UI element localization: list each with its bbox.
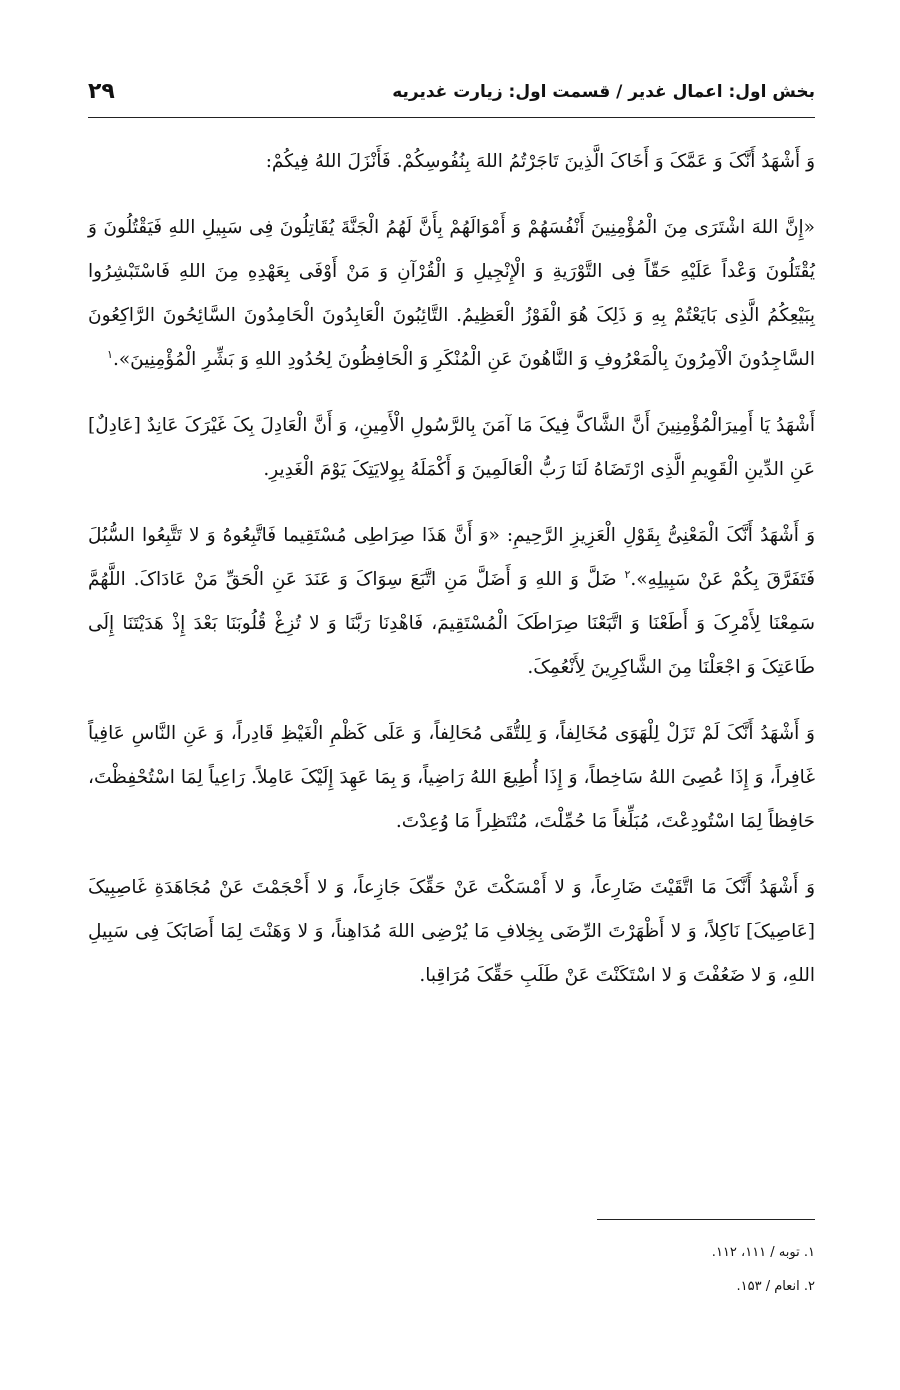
paragraph-text: وَ أَشْهَدُ أَنَّکَ لَمْ تَزَلْ لِلْهَوَى مُخَالِفاً، وَ لِلتُّقَى مُحَالِفاً، وَ عَلَى کَظْمِ الْغَیْظِ قَادِراً، وَ عَنِ النَّاسِ عَافِیاً غَافِراً، وَ إِذَا عُصِیَ اللهُ سَاخِطاً، وَ إِذَا أُطِیعَ اللهُ رَاضِیاً، وَ بِمَا عَهِدَ إِلَیْکَ عَامِلاً. رَاعِیاً لِمَا اسْتُحْفِظْتَ، حَافِظاً لِمَا اسْتُودِعْتَ، مُبَلِّغاً مَا حُمِّلْتَ، مُنْتَظِراً مَا وُعِدْتَ.	[88, 723, 815, 832]
paragraph-5	[88, 712, 815, 844]
header-divider	[88, 117, 815, 118]
paragraph-text-after: ضَلَّ وَ اللهِ وَ أَضَلَّ مَنِ اتَّبَعَ سِوَاکَ وَ عَنَدَ عَنِ الْحَقِّ مَنْ عَادَاکَ. اللَّهُمَّ سَمِعْنَا لِأَمْرِکَ وَ أَطَعْنَا وَ اتَّبَعْنَا صِرَاطَکَ الْمُسْتَقِیمَ، فَاهْدِنَا رَبَّنَا وَ لا تُزِغْ قُلُوبَنَا بَعْدَ إِذْ هَدَیْتَنَا إِلَى طَاعَتِکَ وَ اجْعَلْنَا مِنَ الشَّاکِرِینَ لِأَنْعُمِکَ.	[88, 569, 815, 678]
paragraph-text: أَشْهَدُ یَا أَمِیرَالْمُؤْمِنِینَ أَنَّ الشَّاکَّ فِیکَ مَا آمَنَ بِالرَّسُولِ الْأَمِینِ، وَ أَنَّ الْعَادِلَ بِکَ غَیْرَکَ عَانِدٌ [عَادِلٌ] عَنِ الدِّینِ الْقَوِیمِ الَّذِی ارْتَضَاهُ لَنَا رَبُّ الْعَالَمِینَ وَ أَکْمَلَهُ بِوِلایَتِکَ یَوْمَ الْغَدِیرِ.	[88, 415, 815, 480]
page-header	[88, 72, 815, 112]
paragraph-text: «إِنَّ اللهَ اشْتَرَى مِنَ الْمُؤْمِنِینَ أَنْفُسَهُمْ وَ أَمْوَالَهُمْ بِأَنَّ لَهُمُ الْجَنَّةَ یُقَاتِلُونَ فِی سَبِیلِ اللهِ فَیَقْتُلُونَ وَ یُقْتَلُونَ وَعْداً عَلَیْهِ حَقّاً فِی التَّوْرَیةِ وَ الْإِنْجِیلِ وَ الْقُرْآنِ وَ مَنْ أَوْفَى بِعَهْدِهِ مِنَ اللهِ فَاسْتَبْشِرُوا بِبَیْعِکُمُ الَّذِی بَایَعْتُمْ بِهِ وَ ذَلِکَ هُوَ الْفَوْزُ الْعَظِیمُ. التَّائِبُونَ الْعَابِدُونَ الْحَامِدُونَ السَّائِحُونَ الرَّاکِعُونَ السَّاجِدُونَ الْآمِرُونَ بِالْمَعْرُوفِ وَ النَّاهُونَ عَنِ الْمُنْکَرِ وَ الْحَافِظُونَ لِحُدُودِ اللهِ وَ بَشِّرِ الْمُؤْمِنِینَ».	[88, 217, 815, 370]
running-head: بخش اول: اعمال غدیر / قسمت اول: زیارت غدیریه	[392, 82, 815, 102]
paragraph-text: وَ أَشْهَدُ أَنَّکَ وَ عَمَّکَ وَ أَخَاکَ الَّذِینَ تَاجَرْتُمُ اللهَ بِنُفُوسِکُمْ. فَأَنْزَلَ اللهُ فِیکُمْ:	[265, 151, 815, 172]
footnote-2: ۲. انعام / ۱۵۳.	[736, 1279, 815, 1294]
paragraph-2-quran-quote	[88, 206, 815, 382]
paragraph-1	[88, 140, 815, 184]
footnote-ref-2[interactable]: ۲	[624, 567, 631, 581]
page	[88, 0, 815, 1390]
paragraph-6	[88, 866, 815, 998]
footnotes	[88, 1236, 815, 1304]
paragraph-4	[88, 514, 815, 690]
paragraph-text: وَ أَشْهَدُ أَنَّکَ مَا اتَّقَیْتَ ضَارِعاً، وَ لا أَمْسَکْتَ عَنْ حَقِّکَ جَازِعاً، وَ لا أَحْجَمْتَ عَنْ مُجَاهَدَةِ غَاصِبِیکَ [عَاصِیکَ] نَاکِلاً، وَ لا أَظْهَرْتَ الرِّضَى بِخِلافِ مَا یُرْضِی اللهَ مُدَاهِناً، وَ لا وَهَنْتَ لِمَا أَصَابَکَ فِی سَبِیلِ اللهِ، وَ لا ضَعُفْتَ وَ لا اسْتَکَنْتَ عَنْ طَلَبِ حَقِّکَ مُرَاقِبا.	[88, 877, 816, 986]
paragraph-3	[88, 404, 815, 492]
page-number: ۲۹	[88, 79, 115, 104]
footnote-divider	[597, 1219, 815, 1220]
paragraph-text: وَ أَشْهَدُ أَنَّکَ الْمَعْنِیُّ بِقَوْلِ الْعَزِیزِ الرَّحِیمِ: «وَ أَنَّ هَذَا صِرَاطِی مُسْتَقِیما فَاتَّبِعُوهُ وَ لا تَتَّبِعُوا السُّبُلَ فَتَفَرَّقَ بِکُمْ عَنْ سَبِیلِهِ».	[88, 525, 815, 590]
footnote-ref-1[interactable]: ۱	[107, 347, 113, 361]
body-text	[88, 140, 815, 1020]
footnote-1: ۱. توبه / ۱۱۱، ۱۱۲.	[711, 1245, 815, 1260]
